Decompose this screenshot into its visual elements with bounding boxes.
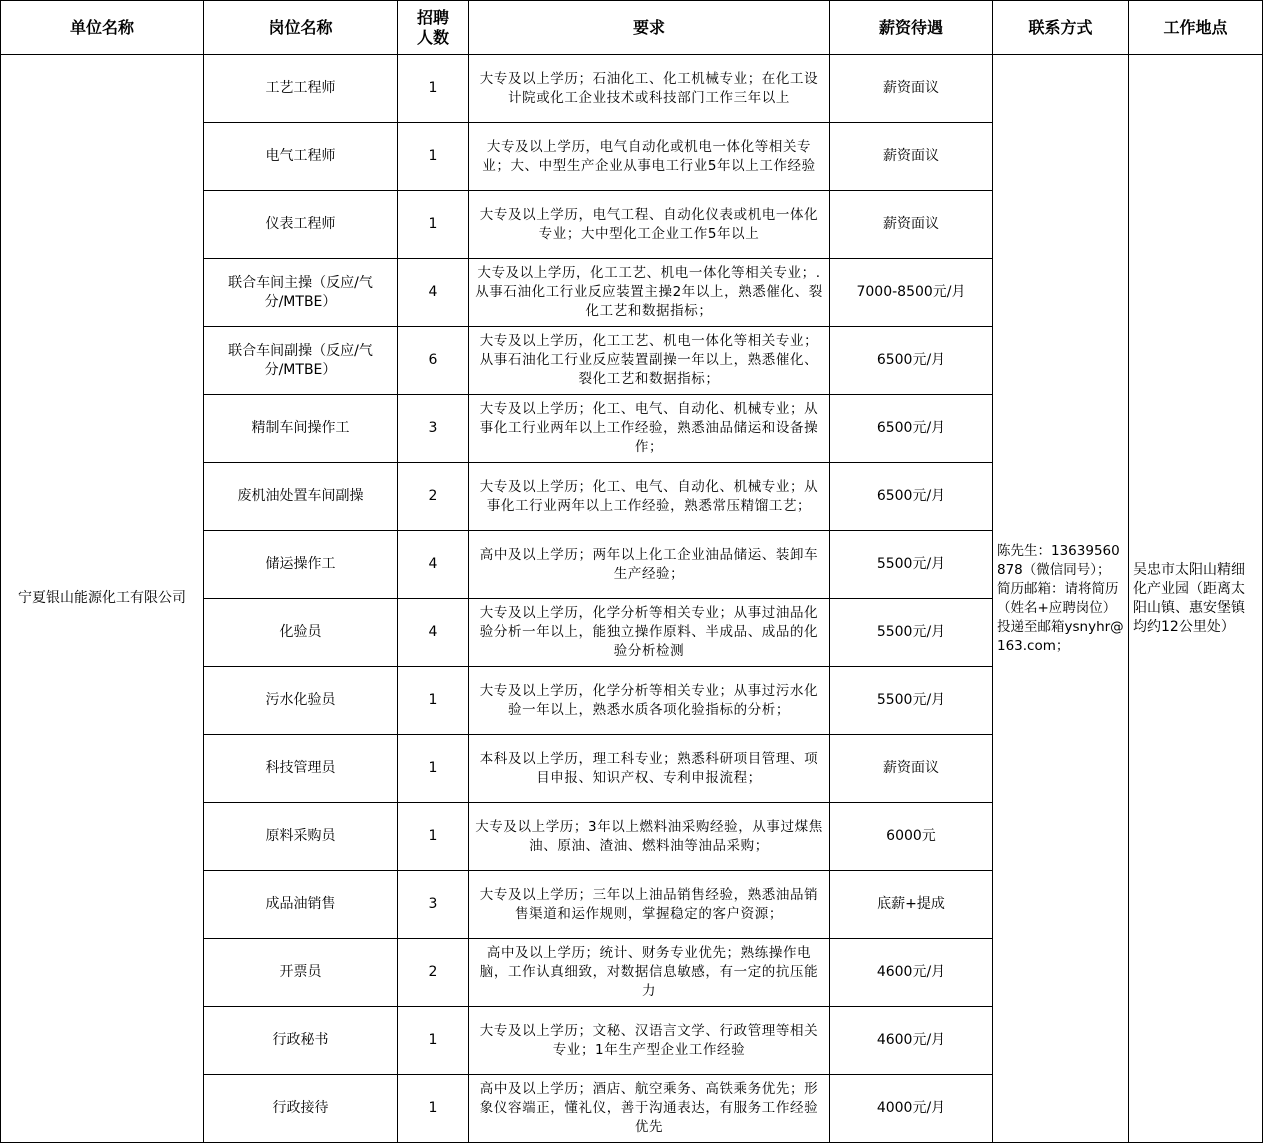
salary-cell: 5500元/月 [830,667,993,735]
position-cell: 化验员 [204,599,398,667]
position-cell: 行政接待 [204,1075,398,1143]
requirements-cell: 大专及以上学历；化工、电气、自动化、机械专业；从事化工行业两年以上工作经验，熟悉油品储运和设备操作； [469,395,830,463]
requirements-cell: 大专及以上学历；3年以上燃料油采购经验，从事过煤焦油、原油、渣油、燃料油等油品采购； [469,803,830,871]
position-cell: 污水化验员 [204,667,398,735]
requirements-cell: 大专及以上学历；石油化工、化工机械专业；在化工设计院或化工企业技术或科技部门工作三年以上 [469,55,830,123]
count-cell: 6 [398,327,469,395]
count-cell: 1 [398,123,469,191]
header-contact: 联系方式 [993,1,1129,55]
requirements-cell: 大专及以上学历；三年以上油品销售经验，熟悉油品销售渠道和运作规则，掌握稳定的客户资源； [469,871,830,939]
position-cell: 原料采购员 [204,803,398,871]
salary-cell: 6000元 [830,803,993,871]
position-cell: 储运操作工 [204,531,398,599]
header-count [398,1,469,55]
table-row [1,55,1263,123]
contact-info: 陈先生：13639560878（微信同号）；简历邮箱：请将简历（姓名+应聘岗位）投递至邮箱ysnyhr@163.com； [993,55,1129,1143]
requirements-cell: 大专及以上学历，电气自动化或机电一体化等相关专业；大、中型生产企业从事电工行业5年以上工作经验 [469,123,830,191]
header-row [1,1,1263,55]
salary-cell: 薪资面议 [830,735,993,803]
salary-cell: 5500元/月 [830,599,993,667]
position-cell: 开票员 [204,939,398,1007]
salary-cell: 5500元/月 [830,531,993,599]
salary-cell: 6500元/月 [830,463,993,531]
position-cell: 行政秘书 [204,1007,398,1075]
count-cell: 2 [398,463,469,531]
salary-cell: 4600元/月 [830,939,993,1007]
count-cell: 1 [398,735,469,803]
count-cell: 4 [398,599,469,667]
requirements-cell: 高中及以上学历；统计、财务专业优先；熟练操作电脑，工作认真细致，对数据信息敏感，有一定的抗压能力 [469,939,830,1007]
requirements-cell: 高中及以上学历；两年以上化工企业油品储运、装卸车生产经验； [469,531,830,599]
requirements-cell: 大专及以上学历，化工工艺、机电一体化等相关专业；.从事石油化工行业反应装置主操2年以上，熟悉催化、裂化工艺和数据指标； [469,259,830,327]
requirements-cell: 本科及以上学历，理工科专业；熟悉科研项目管理、项目申报、知识产权、专利申报流程； [469,735,830,803]
position-cell: 联合车间主操（反应/气分/MTBE） [204,259,398,327]
salary-cell: 薪资面议 [830,55,993,123]
count-cell: 4 [398,259,469,327]
position-cell: 工艺工程师 [204,55,398,123]
salary-cell: 6500元/月 [830,395,993,463]
salary-cell: 7000-8500元/月 [830,259,993,327]
requirements-cell: 大专及以上学历，电气工程、自动化仪表或机电一体化专业；大中型化工企业工作5年以上 [469,191,830,259]
count-cell: 1 [398,1007,469,1075]
position-cell: 废机油处置车间副操 [204,463,398,531]
count-cell: 1 [398,803,469,871]
header-count-line1: 招聘 [416,7,449,27]
header-position: 岗位名称 [204,1,398,55]
count-cell: 3 [398,871,469,939]
count-cell: 2 [398,939,469,1007]
header-requirements: 要求 [469,1,830,55]
requirements-cell: 大专及以上学历，化工工艺、机电一体化等相关专业；从事石油化工行业反应装置副操一年以上，熟悉催化、裂化工艺和数据指标； [469,327,830,395]
requirements-cell: 大专及以上学历，化学分析等相关专业；从事过污水化验一年以上，熟悉水质各项化验指标的分析； [469,667,830,735]
salary-cell: 薪资面议 [830,123,993,191]
header-company: 单位名称 [1,1,204,55]
count-cell: 4 [398,531,469,599]
salary-cell: 底薪+提成 [830,871,993,939]
position-cell: 电气工程师 [204,123,398,191]
requirements-cell: 大专及以上学历，化学分析等相关专业；从事过油品化验分析一年以上，能独立操作原料、半成品、成品的化验分析检测 [469,599,830,667]
table-body [1,55,1263,1143]
count-cell: 1 [398,667,469,735]
company-name: 宁夏银山能源化工有限公司 [1,55,204,1143]
position-cell: 成品油销售 [204,871,398,939]
count-cell: 1 [398,55,469,123]
salary-cell: 6500元/月 [830,327,993,395]
count-cell: 1 [398,191,469,259]
salary-cell: 薪资面议 [830,191,993,259]
header-salary: 薪资待遇 [830,1,993,55]
header-count-line2: 人数 [416,27,449,47]
requirements-cell: 大专及以上学历；化工、电气、自动化、机械专业；从事化工行业两年以上工作经验，熟悉常压精馏工艺； [469,463,830,531]
position-cell: 精制车间操作工 [204,395,398,463]
requirements-cell: 大专及以上学历；文秘、汉语言文学、行政管理等相关专业；1年生产型企业工作经验 [469,1007,830,1075]
position-cell: 仪表工程师 [204,191,398,259]
salary-cell: 4600元/月 [830,1007,993,1075]
count-cell: 3 [398,395,469,463]
requirements-cell: 高中及以上学历；酒店、航空乘务、高铁乘务优先；形象仪容端正，懂礼仪，善于沟通表达，有服务工作经验优先 [469,1075,830,1143]
header-location: 工作地点 [1129,1,1263,55]
position-cell: 联合车间副操（反应/气分/MTBE） [204,327,398,395]
work-location: 吴忠市太阳山精细化产业园（距离太阳山镇、惠安堡镇均约12公里处） [1129,55,1263,1143]
position-cell: 科技管理员 [204,735,398,803]
salary-cell: 4000元/月 [830,1075,993,1143]
count-cell: 1 [398,1075,469,1143]
